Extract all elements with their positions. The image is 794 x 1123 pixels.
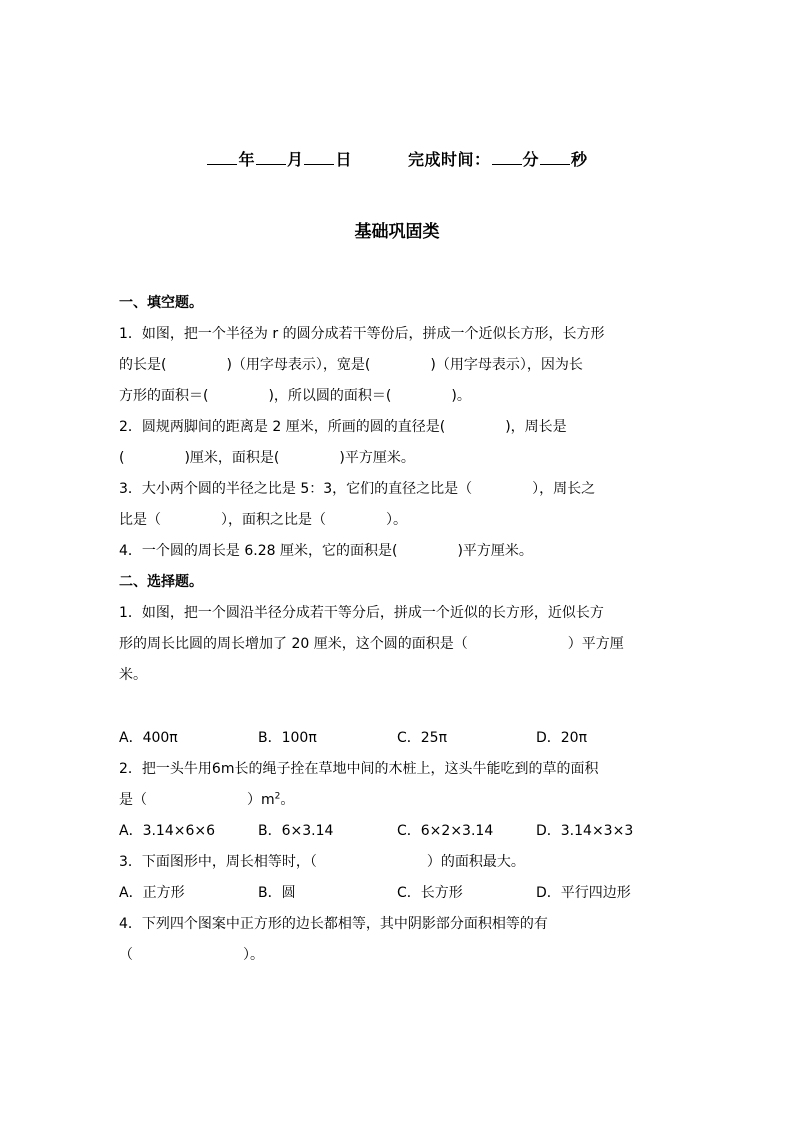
questions (119, 288, 679, 971)
option-b[interactable]: B．6×3.14 (258, 823, 334, 839)
option-c[interactable]: C．6×2×3.14 (397, 823, 494, 839)
year-label: 年 (238, 150, 255, 169)
fill-q1-line2: 的长是( )（用字母表示），宽是( )（用字母表示），因为长 (119, 357, 583, 373)
minute-blank[interactable] (492, 150, 522, 165)
fill-q1-line1: 1．如图，把一个半径为 r 的圆分成若干等份后，拼成一个近似长方形，长方形 (119, 326, 605, 342)
year-blank[interactable] (207, 150, 237, 165)
option-b[interactable]: B．圆 (258, 885, 296, 901)
choice-q1-line2: 形的周长比圆的周长增加了 20 厘米，这个圆的面积是（ ）平方厘 (119, 636, 624, 652)
option-b[interactable]: B．100π (258, 730, 317, 746)
option-d[interactable]: D．平行四边形 (536, 885, 631, 901)
section-heading-fill-in: 一、填空题。 (119, 295, 203, 311)
fill-q4-line1: 4．一个圆的周长是 6.28 厘米，它的面积是( )平方厘米。 (119, 543, 533, 559)
option-a[interactable]: A．正方形 (119, 885, 185, 901)
option-a[interactable]: A．400π (119, 730, 178, 746)
choice-q1-options (119, 723, 679, 754)
fill-q3-line1: 3．大小两个圆的半径之比是 5：3，它们的直径之比是（ ），周长之 (119, 481, 596, 497)
choice-q3-options (119, 878, 679, 909)
second-blank[interactable] (540, 150, 570, 165)
minute-label: 分 (522, 150, 540, 169)
day-blank[interactable] (304, 150, 334, 165)
fill-q1-line3: 方形的面积＝( )，所以圆的面积＝( )。 (119, 388, 471, 404)
section-heading-choice: 二、选择题。 (119, 574, 203, 590)
fill-q3-line2: 比是（ ），面积之比是（ ）。 (119, 512, 407, 528)
option-a[interactable]: A．3.14×6×6 (119, 823, 216, 839)
option-c[interactable]: C．长方形 (397, 885, 463, 901)
choice-q2-line1: 2．把一头牛用6m长的绳子拴在草地中间的木桩上，这头牛能吃到的草的面积 (119, 761, 599, 777)
choice-q2-line2: 是（ ）$m^2$。 (119, 791, 295, 808)
time-label: 完成时间： (408, 150, 491, 169)
choice-q4-line1: 4．下列四个图案中正方形的边长都相等，其中阴影部分面积相等的有 (119, 916, 548, 932)
fill-q2-line2: ( )厘米，面积是( )平方厘米。 (119, 450, 415, 466)
fill-q2-line1: 2．圆规两脚间的距离是 2 厘米，所画的圆的直径是( )，周长是 (119, 419, 567, 435)
month-blank[interactable] (256, 150, 286, 165)
page-title: 基础巩固类 (354, 222, 440, 242)
second-label: 秒 (571, 150, 588, 169)
choice-q1-line1: 1．如图，把一个圆沿半径分成若干等分后，拼成一个近似的长方形，近似长方 (119, 605, 604, 621)
option-d[interactable]: D．3.14×3×3 (536, 823, 634, 839)
choice-q3-line1: 3．下面图形中，周长相等时，（ ）的面积最大。 (119, 854, 525, 870)
choice-q4-line2: （ ）。 (119, 947, 264, 963)
date-time-header (0, 147, 794, 170)
day-label: 日 (335, 150, 352, 169)
choice-q2-options (119, 816, 679, 847)
option-d[interactable]: D．20π (536, 730, 588, 746)
choice-q1-line3: 米。 (119, 667, 147, 683)
option-c[interactable]: C．25π (397, 730, 448, 746)
month-label: 月 (286, 150, 304, 169)
